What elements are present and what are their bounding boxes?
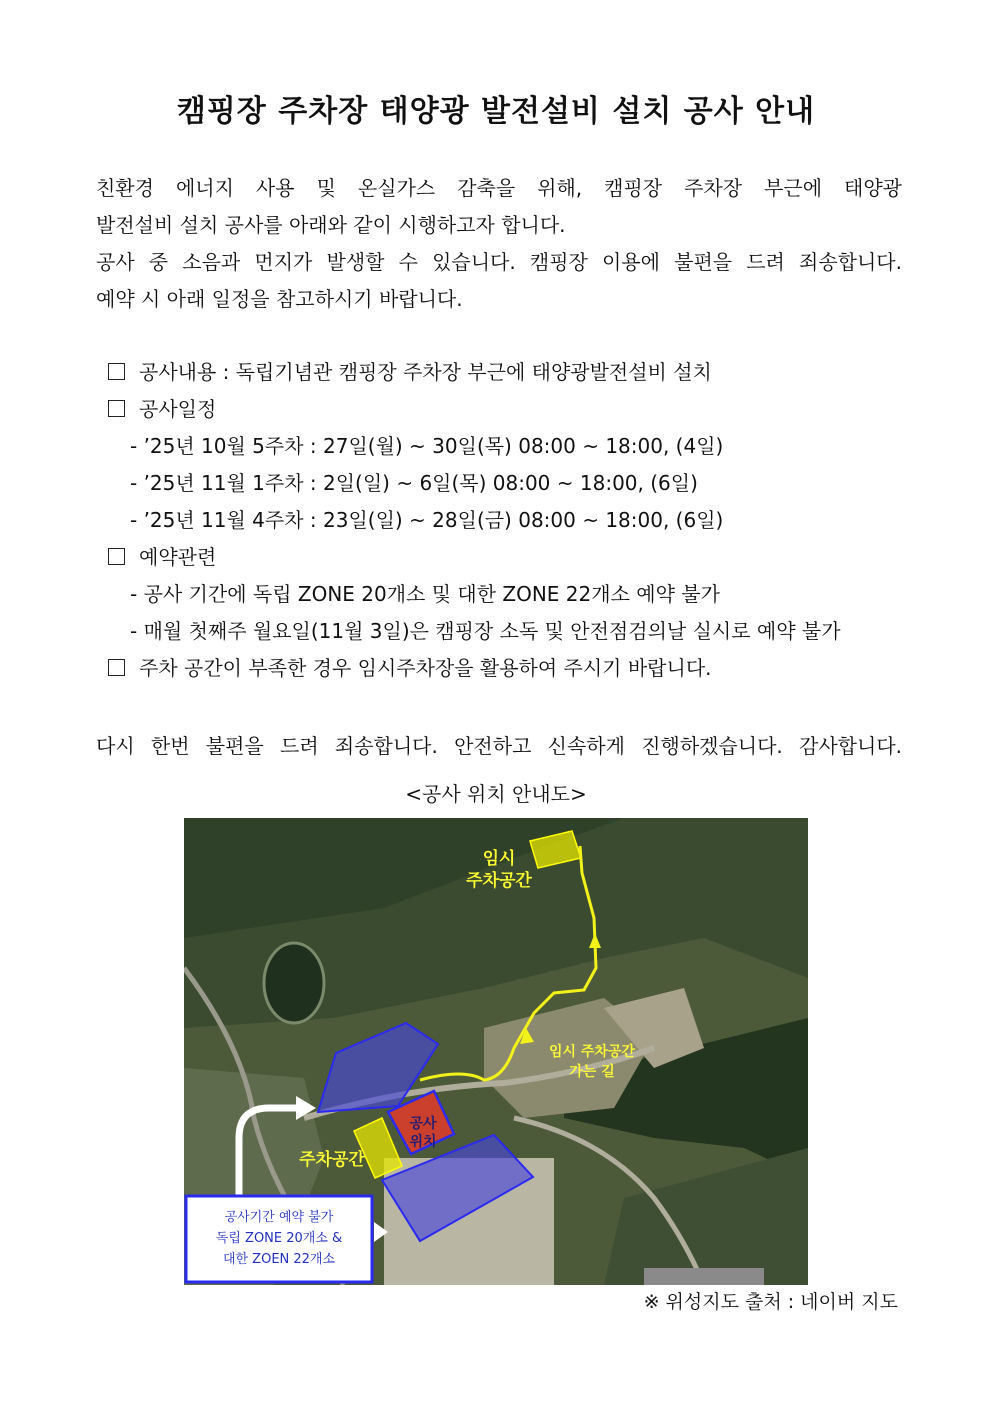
schedule-entry: - ’25년 10월 5주차 : 27일(월) ~ 30일(목) 08:00 ~ 18:00, (4일) (130, 434, 724, 458)
item-schedule (108, 391, 841, 428)
temp-parking-label: 임시 (482, 849, 516, 869)
temp-parking-label: 주차공간 (466, 871, 532, 891)
item-text: 공사내용 : 독립기념관 캠핑장 주차장 부근에 태양광발전설비 설치 (139, 360, 712, 384)
construction-site-label: 공사 (409, 1116, 437, 1132)
intro-line: 발전설비 설치 공사를 아래와 같이 시행하고자 합니다. (96, 213, 566, 237)
pond (264, 943, 324, 1023)
item-text: 주차 공간이 부족한 경우 임시주차장을 활용하여 주시기 바랍니다. (139, 656, 712, 680)
construction-site-label: 위치 (409, 1134, 437, 1150)
item-text: 공사일정 (139, 397, 217, 421)
route-label: 가는 길 (569, 1064, 615, 1080)
schedule-entry: - ’25년 11월 4주차 : 23일(일) ~ 28일(금) 08:00 ~ 18:00, (6일) (130, 508, 724, 532)
building (644, 1268, 764, 1285)
route-label: 임시 주차공간 (548, 1044, 636, 1060)
satellite-map (184, 818, 808, 1285)
map-caption: <공사 위치 안내도> (405, 782, 587, 806)
intro-line: 공사 중 소음과 먼지가 발생할 수 있습니다. 캠핑장 이용에 불편을 드려 죄송합니다. (96, 250, 902, 274)
notice-text: 독립 ZONE 20개소 & (215, 1231, 343, 1246)
closing-text: 다시 한번 불편을 드려 죄송합니다. 안전하고 신속하게 진행하겠습니다. 감사합니다. (96, 734, 902, 758)
item-reservation (108, 539, 841, 576)
notice-items (108, 354, 841, 687)
page-title: 캠핑장 주차장 태양광 발전설비 설치 공사 안내 (176, 94, 816, 129)
intro-line: 예약 시 아래 일정을 참고하시기 바랍니다. (96, 287, 463, 311)
checkbox-square-icon (108, 548, 125, 565)
intro-paragraph (96, 170, 902, 318)
schedule-entry: - ’25년 11월 1주차 : 2일(일) ~ 6일(목) 08:00 ~ 18:00, (6일) (130, 471, 698, 495)
notice-text: 대한 ZOEN 22개소 (222, 1252, 336, 1267)
map-source-note: ※ 위성지도 출처 : 네이버 지도 (643, 1291, 898, 1313)
reservation-entry: - 매월 첫째주 월요일(11월 3일)은 캠핑장 소독 및 안전점검의날 실시로 예약 불가 (130, 619, 841, 643)
checkbox-square-icon (108, 363, 125, 380)
checkbox-square-icon (108, 659, 125, 676)
parking-label: 주차공간 (299, 1150, 365, 1170)
intro-line: 친환경 에너지 사용 및 온실가스 감축을 위해, 캠핑장 주차장 부근에 태양광 (96, 176, 902, 200)
item-text: 예약관련 (139, 545, 217, 569)
notice-text: 공사기간 예약 불가 (224, 1210, 334, 1225)
reservation-entry: - 공사 기간에 독립 ZONE 20개소 및 대한 ZONE 22개소 예약 불가 (130, 582, 720, 606)
item-content (108, 354, 841, 391)
checkbox-square-icon (108, 400, 125, 417)
item-parking (108, 650, 841, 687)
